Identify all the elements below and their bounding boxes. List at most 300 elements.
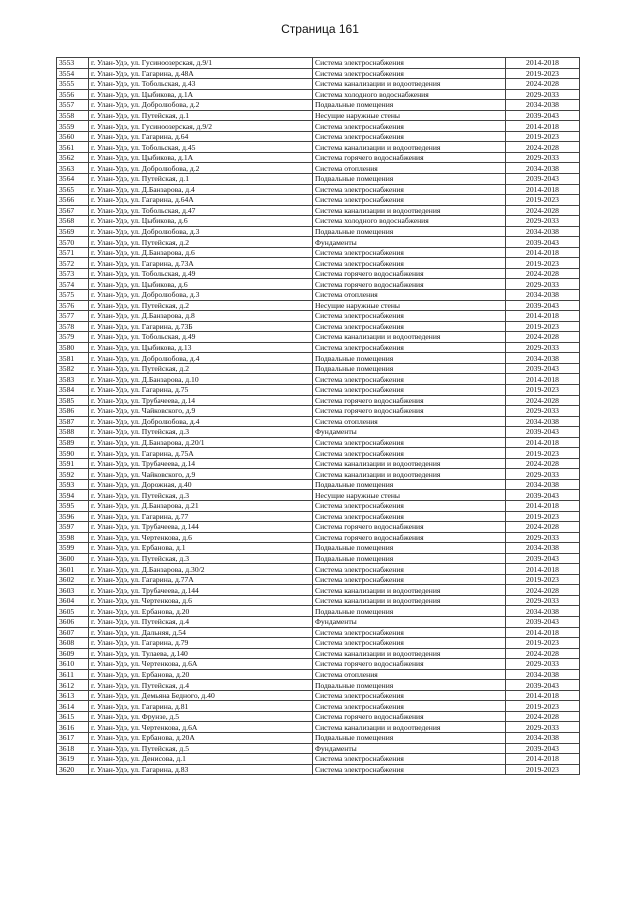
row-number: 3576 xyxy=(57,300,89,311)
row-number: 3598 xyxy=(57,532,89,543)
system-cell: Система холодного водоснабжения xyxy=(313,89,506,100)
system-cell: Система горячего водоснабжения xyxy=(313,268,506,279)
period-cell: 2014-2018 xyxy=(506,437,580,448)
table-row xyxy=(57,659,580,670)
row-number: 3571 xyxy=(57,247,89,258)
period-cell: 2024-2028 xyxy=(506,458,580,469)
address-cell: г. Улан-Удэ, ул. Денисова, д.1 xyxy=(89,754,313,765)
row-number: 3572 xyxy=(57,258,89,269)
row-number: 3591 xyxy=(57,458,89,469)
period-cell: 2024-2028 xyxy=(506,395,580,406)
row-number: 3615 xyxy=(57,711,89,722)
system-cell: Система отопления xyxy=(313,163,506,174)
system-cell: Система электроснабжения xyxy=(313,500,506,511)
table-row xyxy=(57,226,580,237)
row-number: 3589 xyxy=(57,437,89,448)
system-cell: Система горячего водоснабжения xyxy=(313,152,506,163)
address-cell: г. Улан-Удэ, ул. Гагарина, д.75 xyxy=(89,384,313,395)
table-row xyxy=(57,406,580,417)
table-row xyxy=(57,237,580,248)
period-cell: 2039-2043 xyxy=(506,553,580,564)
period-cell: 2039-2043 xyxy=(506,300,580,311)
system-cell: Система канализации и водоотведения xyxy=(313,79,506,90)
row-number: 3564 xyxy=(57,174,89,185)
address-cell: г. Улан-Удэ, ул. Д.Банзарова, д.4 xyxy=(89,184,313,195)
system-cell: Несущие наружные стены xyxy=(313,490,506,501)
address-cell: г. Улан-Удэ, ул. Ербанова, д.20 xyxy=(89,669,313,680)
address-cell: г. Улан-Удэ, ул. Путейская, д.5 xyxy=(89,743,313,754)
table-row xyxy=(57,479,580,490)
address-cell: г. Улан-Удэ, ул. Д.Банзарова, д.8 xyxy=(89,311,313,322)
period-cell: 2014-2018 xyxy=(506,500,580,511)
period-cell: 2024-2028 xyxy=(506,142,580,153)
period-cell: 2019-2023 xyxy=(506,131,580,142)
table-row xyxy=(57,79,580,90)
row-number: 3617 xyxy=(57,733,89,744)
table-row xyxy=(57,152,580,163)
system-cell: Система электроснабжения xyxy=(313,195,506,206)
row-number: 3593 xyxy=(57,479,89,490)
address-cell: г. Улан-Удэ, ул. Гагарина, д.64 xyxy=(89,131,313,142)
period-cell: 2039-2043 xyxy=(506,110,580,121)
address-cell: г. Улан-Удэ, ул. Дорожная, д.40 xyxy=(89,479,313,490)
address-cell: г. Улан-Удэ, ул. Тобольская, д.49 xyxy=(89,268,313,279)
table-row xyxy=(57,648,580,659)
system-cell: Система канализации и водоотведения xyxy=(313,469,506,480)
system-cell: Подвальные помещения xyxy=(313,174,506,185)
table-row xyxy=(57,395,580,406)
row-number: 3616 xyxy=(57,722,89,733)
table-row xyxy=(57,711,580,722)
row-number: 3563 xyxy=(57,163,89,174)
period-cell: 2029-2033 xyxy=(506,342,580,353)
row-number: 3585 xyxy=(57,395,89,406)
row-number: 3612 xyxy=(57,680,89,691)
system-cell: Система канализации и водоотведения xyxy=(313,332,506,343)
table-row xyxy=(57,437,580,448)
row-number: 3578 xyxy=(57,321,89,332)
table-row xyxy=(57,669,580,680)
row-number: 3608 xyxy=(57,638,89,649)
address-cell: г. Улан-Удэ, ул. Чертенкова, д.6 xyxy=(89,532,313,543)
period-cell: 2034-2038 xyxy=(506,290,580,301)
table-row xyxy=(57,722,580,733)
system-cell: Система электроснабжения xyxy=(313,627,506,638)
row-number: 3583 xyxy=(57,374,89,385)
period-cell: 2029-2033 xyxy=(506,89,580,100)
period-cell: 2024-2028 xyxy=(506,205,580,216)
system-cell: Система канализации и водоотведения xyxy=(313,205,506,216)
period-cell: 2029-2033 xyxy=(506,532,580,543)
system-cell: Система отопления xyxy=(313,669,506,680)
table-row xyxy=(57,764,580,775)
system-cell: Подвальные помещения xyxy=(313,353,506,364)
system-cell: Подвальные помещения xyxy=(313,479,506,490)
row-number: 3567 xyxy=(57,205,89,216)
period-cell: 2039-2043 xyxy=(506,363,580,374)
period-cell: 2039-2043 xyxy=(506,616,580,627)
address-cell: г. Улан-Удэ, ул. Гагарина, д.83 xyxy=(89,764,313,775)
table-row xyxy=(57,680,580,691)
table-row xyxy=(57,743,580,754)
address-cell: г. Улан-Удэ, ул. Чертенкова, д.6А xyxy=(89,659,313,670)
system-cell: Несущие наружные стены xyxy=(313,300,506,311)
system-cell: Система электроснабжения xyxy=(313,574,506,585)
row-number: 3595 xyxy=(57,500,89,511)
system-cell: Система электроснабжения xyxy=(313,311,506,322)
table-row xyxy=(57,163,580,174)
system-cell: Система горячего водоснабжения xyxy=(313,406,506,417)
address-cell: г. Улан-Удэ, ул. Путейская, д.3 xyxy=(89,427,313,438)
table-row xyxy=(57,427,580,438)
table-row xyxy=(57,606,580,617)
address-cell: г. Улан-Удэ, ул. Добролюбова, д.2 xyxy=(89,100,313,111)
system-cell: Система электроснабжения xyxy=(313,437,506,448)
address-cell: г. Улан-Удэ, ул. Путейская, д.4 xyxy=(89,616,313,627)
register-table-body xyxy=(57,58,580,775)
period-cell: 2029-2033 xyxy=(506,216,580,227)
system-cell: Система электроснабжения xyxy=(313,564,506,575)
system-cell: Подвальные помещения xyxy=(313,606,506,617)
period-cell: 2024-2028 xyxy=(506,711,580,722)
period-cell: 2014-2018 xyxy=(506,58,580,69)
table-row xyxy=(57,701,580,712)
period-cell: 2034-2038 xyxy=(506,163,580,174)
address-cell: г. Улан-Удэ, ул. Цыбикова, д.6 xyxy=(89,279,313,290)
period-cell: 2029-2033 xyxy=(506,152,580,163)
row-number: 3555 xyxy=(57,79,89,90)
system-cell: Система горячего водоснабжения xyxy=(313,532,506,543)
system-cell: Система электроснабжения xyxy=(313,764,506,775)
period-cell: 2039-2043 xyxy=(506,237,580,248)
address-cell: г. Улан-Удэ, ул. Д.Банзарова, д.21 xyxy=(89,500,313,511)
row-number: 3592 xyxy=(57,469,89,480)
address-cell: г. Улан-Удэ, ул. Чайковского, д.9 xyxy=(89,469,313,480)
period-cell: 2034-2038 xyxy=(506,226,580,237)
address-cell: г. Улан-Удэ, ул. Тобольская, д.49 xyxy=(89,332,313,343)
system-cell: Система электроснабжения xyxy=(313,690,506,701)
address-cell: г. Улан-Удэ, ул. Гагарина, д.73А xyxy=(89,258,313,269)
row-number: 3587 xyxy=(57,416,89,427)
row-number: 3556 xyxy=(57,89,89,100)
system-cell: Система электроснабжения xyxy=(313,448,506,459)
system-cell: Система электроснабжения xyxy=(313,258,506,269)
row-number: 3584 xyxy=(57,384,89,395)
address-cell: г. Улан-Удэ, ул. Чертенкова, д.6А xyxy=(89,722,313,733)
system-cell: Система горячего водоснабжения xyxy=(313,659,506,670)
table-row xyxy=(57,100,580,111)
register-table xyxy=(56,57,580,775)
address-cell: г. Улан-Удэ, ул. Добролюбова, д.4 xyxy=(89,353,313,364)
system-cell: Подвальные помещения xyxy=(313,543,506,554)
table-row xyxy=(57,384,580,395)
address-cell: г. Улан-Удэ, ул. Ербанова, д.20А xyxy=(89,733,313,744)
system-cell: Несущие наружные стены xyxy=(313,110,506,121)
address-cell: г. Улан-Удэ, ул. Д.Банзарова, д.20/1 xyxy=(89,437,313,448)
row-number: 3619 xyxy=(57,754,89,765)
system-cell: Система электроснабжения xyxy=(313,58,506,69)
period-cell: 2034-2038 xyxy=(506,353,580,364)
address-cell: г. Улан-Удэ, ул. Гагарина, д.81 xyxy=(89,701,313,712)
row-number: 3620 xyxy=(57,764,89,775)
table-row xyxy=(57,416,580,427)
table-row xyxy=(57,733,580,744)
table-row xyxy=(57,311,580,322)
row-number: 3586 xyxy=(57,406,89,417)
address-cell: г. Улан-Удэ, ул. Добролюбова, д.2 xyxy=(89,163,313,174)
address-cell: г. Улан-Удэ, ул. Трубачеева, д.144 xyxy=(89,522,313,533)
period-cell: 2019-2023 xyxy=(506,764,580,775)
row-number: 3579 xyxy=(57,332,89,343)
address-cell: г. Улан-Удэ, ул. Д.Банзарова, д.30/2 xyxy=(89,564,313,575)
system-cell: Подвальные помещения xyxy=(313,363,506,374)
table-row xyxy=(57,754,580,765)
table-row xyxy=(57,543,580,554)
period-cell: 2019-2023 xyxy=(506,511,580,522)
address-cell: г. Улан-Удэ, ул. Гагарина, д.77А xyxy=(89,574,313,585)
period-cell: 2029-2033 xyxy=(506,659,580,670)
period-cell: 2014-2018 xyxy=(506,564,580,575)
period-cell: 2024-2028 xyxy=(506,585,580,596)
system-cell: Подвальные помещения xyxy=(313,226,506,237)
period-cell: 2039-2043 xyxy=(506,174,580,185)
table-row xyxy=(57,121,580,132)
address-cell: г. Улан-Удэ, ул. Тобольская, д.47 xyxy=(89,205,313,216)
table-row xyxy=(57,58,580,69)
table-row xyxy=(57,174,580,185)
period-cell: 2029-2033 xyxy=(506,279,580,290)
table-row xyxy=(57,363,580,374)
system-cell: Система электроснабжения xyxy=(313,374,506,385)
system-cell: Фундаменты xyxy=(313,616,506,627)
table-row xyxy=(57,511,580,522)
row-number: 3594 xyxy=(57,490,89,501)
row-number: 3559 xyxy=(57,121,89,132)
table-row xyxy=(57,247,580,258)
period-cell: 2019-2023 xyxy=(506,448,580,459)
table-row xyxy=(57,616,580,627)
address-cell: г. Улан-Удэ, ул. Фрунзе, д.5 xyxy=(89,711,313,722)
row-number: 3611 xyxy=(57,669,89,680)
row-number: 3603 xyxy=(57,585,89,596)
address-cell: г. Улан-Удэ, ул. Путейская, д.3 xyxy=(89,553,313,564)
table-row xyxy=(57,690,580,701)
address-cell: г. Улан-Удэ, ул. Тулаева, д.140 xyxy=(89,648,313,659)
system-cell: Система канализации и водоотведения xyxy=(313,585,506,596)
row-number: 3553 xyxy=(57,58,89,69)
table-row xyxy=(57,353,580,364)
system-cell: Система горячего водоснабжения xyxy=(313,522,506,533)
period-cell: 2034-2038 xyxy=(506,416,580,427)
address-cell: г. Улан-Удэ, ул. Тобольская, д.45 xyxy=(89,142,313,153)
period-cell: 2034-2038 xyxy=(506,669,580,680)
system-cell: Система электроснабжения xyxy=(313,68,506,79)
period-cell: 2024-2028 xyxy=(506,648,580,659)
period-cell: 2014-2018 xyxy=(506,311,580,322)
table-row xyxy=(57,490,580,501)
system-cell: Система электроснабжения xyxy=(313,701,506,712)
table-row xyxy=(57,205,580,216)
period-cell: 2019-2023 xyxy=(506,574,580,585)
table-row xyxy=(57,290,580,301)
table-row xyxy=(57,268,580,279)
system-cell: Система электроснабжения xyxy=(313,247,506,258)
table-row xyxy=(57,195,580,206)
period-cell: 2019-2023 xyxy=(506,321,580,332)
period-cell: 2014-2018 xyxy=(506,690,580,701)
table-row xyxy=(57,469,580,480)
row-number: 3602 xyxy=(57,574,89,585)
period-cell: 2019-2023 xyxy=(506,638,580,649)
address-cell: г. Улан-Удэ, ул. Дальняя, д.54 xyxy=(89,627,313,638)
row-number: 3597 xyxy=(57,522,89,533)
address-cell: г. Улан-Удэ, ул. Трубачеева, д.14 xyxy=(89,395,313,406)
row-number: 3600 xyxy=(57,553,89,564)
row-number: 3609 xyxy=(57,648,89,659)
row-number: 3558 xyxy=(57,110,89,121)
table-row xyxy=(57,110,580,121)
period-cell: 2014-2018 xyxy=(506,754,580,765)
row-number: 3588 xyxy=(57,427,89,438)
system-cell: Фундаменты xyxy=(313,427,506,438)
period-cell: 2019-2023 xyxy=(506,195,580,206)
table-row xyxy=(57,258,580,269)
address-cell: г. Улан-Удэ, ул. Путейская, д.2 xyxy=(89,363,313,374)
period-cell: 2039-2043 xyxy=(506,427,580,438)
table-row xyxy=(57,638,580,649)
period-cell: 2024-2028 xyxy=(506,268,580,279)
address-cell: г. Улан-Удэ, ул. Путейская, д.2 xyxy=(89,300,313,311)
table-row xyxy=(57,564,580,575)
period-cell: 2039-2043 xyxy=(506,743,580,754)
system-cell: Система горячего водоснабжения xyxy=(313,711,506,722)
system-cell: Подвальные помещения xyxy=(313,680,506,691)
address-cell: г. Улан-Удэ, ул. Гагарина, д.75А xyxy=(89,448,313,459)
period-cell: 2034-2038 xyxy=(506,733,580,744)
system-cell: Система электроснабжения xyxy=(313,342,506,353)
period-cell: 2019-2023 xyxy=(506,258,580,269)
period-cell: 2034-2038 xyxy=(506,543,580,554)
row-number: 3561 xyxy=(57,142,89,153)
system-cell: Система отопления xyxy=(313,290,506,301)
period-cell: 2024-2028 xyxy=(506,522,580,533)
address-cell: г. Улан-Удэ, ул. Цыбикова, д.1А xyxy=(89,89,313,100)
table-row xyxy=(57,342,580,353)
period-cell: 2014-2018 xyxy=(506,184,580,195)
table-row xyxy=(57,448,580,459)
row-number: 3568 xyxy=(57,216,89,227)
address-cell: г. Улан-Удэ, ул. Цыбикова, д.13 xyxy=(89,342,313,353)
period-cell: 2029-2033 xyxy=(506,469,580,480)
address-cell: г. Улан-Удэ, ул. Путейская, д.1 xyxy=(89,174,313,185)
period-cell: 2029-2033 xyxy=(506,406,580,417)
row-number: 3565 xyxy=(57,184,89,195)
period-cell: 2034-2038 xyxy=(506,606,580,617)
row-number: 3560 xyxy=(57,131,89,142)
row-number: 3590 xyxy=(57,448,89,459)
system-cell: Система канализации и водоотведения xyxy=(313,595,506,606)
table-row xyxy=(57,532,580,543)
row-number: 3613 xyxy=(57,690,89,701)
address-cell: г. Улан-Удэ, ул. Чертенкова, д.6 xyxy=(89,595,313,606)
page-title: Страница 161 xyxy=(281,22,359,36)
address-cell: г. Улан-Удэ, ул. Гусиноозерская, д.9/2 xyxy=(89,121,313,132)
row-number: 3606 xyxy=(57,616,89,627)
table-row xyxy=(57,89,580,100)
table-row xyxy=(57,131,580,142)
table-row xyxy=(57,627,580,638)
table-row xyxy=(57,500,580,511)
address-cell: г. Улан-Удэ, ул. Ербанова, д.20 xyxy=(89,606,313,617)
row-number: 3614 xyxy=(57,701,89,712)
address-cell: г. Улан-Удэ, ул. Трубачеева, д.144 xyxy=(89,585,313,596)
system-cell: Система электроснабжения xyxy=(313,121,506,132)
row-number: 3618 xyxy=(57,743,89,754)
address-cell: г. Улан-Удэ, ул. Гагарина, д.77 xyxy=(89,511,313,522)
system-cell: Система электроснабжения xyxy=(313,511,506,522)
address-cell: г. Улан-Удэ, ул. Путейская, д.1 xyxy=(89,110,313,121)
system-cell: Система канализации и водоотведения xyxy=(313,648,506,659)
address-cell: г. Улан-Удэ, ул. Добролюбова, д.3 xyxy=(89,226,313,237)
period-cell: 2034-2038 xyxy=(506,479,580,490)
address-cell: г. Улан-Удэ, ул. Гагарина, д.48А xyxy=(89,68,313,79)
table-row xyxy=(57,279,580,290)
table-row xyxy=(57,574,580,585)
system-cell: Фундаменты xyxy=(313,237,506,248)
table-row xyxy=(57,300,580,311)
system-cell: Фундаменты xyxy=(313,743,506,754)
system-cell: Система холодного водоснабжения xyxy=(313,216,506,227)
table-row xyxy=(57,553,580,564)
row-number: 3577 xyxy=(57,311,89,322)
table-row xyxy=(57,332,580,343)
address-cell: г. Улан-Удэ, ул. Добролюбова, д.3 xyxy=(89,290,313,301)
table-row xyxy=(57,595,580,606)
system-cell: Подвальные помещения xyxy=(313,100,506,111)
address-cell: г. Улан-Удэ, ул. Гагарина, д.73Б xyxy=(89,321,313,332)
address-cell: г. Улан-Удэ, ул. Тобольская, д.43 xyxy=(89,79,313,90)
table-row xyxy=(57,68,580,79)
period-cell: 2024-2028 xyxy=(506,79,580,90)
row-number: 3575 xyxy=(57,290,89,301)
period-cell: 2014-2018 xyxy=(506,247,580,258)
address-cell: г. Улан-Удэ, ул. Чайковского, д.9 xyxy=(89,406,313,417)
row-number: 3557 xyxy=(57,100,89,111)
row-number: 3604 xyxy=(57,595,89,606)
period-cell: 2014-2018 xyxy=(506,121,580,132)
system-cell: Система электроснабжения xyxy=(313,754,506,765)
address-cell: г. Улан-Удэ, ул. Гагарина, д.64А xyxy=(89,195,313,206)
period-cell: 2039-2043 xyxy=(506,680,580,691)
row-number: 3581 xyxy=(57,353,89,364)
period-cell: 2029-2033 xyxy=(506,595,580,606)
period-cell: 2029-2033 xyxy=(506,722,580,733)
system-cell: Система канализации и водоотведения xyxy=(313,142,506,153)
period-cell: 2039-2043 xyxy=(506,490,580,501)
address-cell: г. Улан-Удэ, ул. Трубачеева, д.14 xyxy=(89,458,313,469)
period-cell: 2014-2018 xyxy=(506,374,580,385)
row-number: 3566 xyxy=(57,195,89,206)
row-number: 3574 xyxy=(57,279,89,290)
system-cell: Система горячего водоснабжения xyxy=(313,395,506,406)
period-cell: 2014-2018 xyxy=(506,627,580,638)
address-cell: г. Улан-Удэ, ул. Д.Банзарова, д.10 xyxy=(89,374,313,385)
table-row xyxy=(57,184,580,195)
system-cell: Система канализации и водоотведения xyxy=(313,458,506,469)
address-cell: г. Улан-Удэ, ул. Путейская, д.3 xyxy=(89,490,313,501)
period-cell: 2019-2023 xyxy=(506,384,580,395)
system-cell: Система канализации и водоотведения xyxy=(313,722,506,733)
